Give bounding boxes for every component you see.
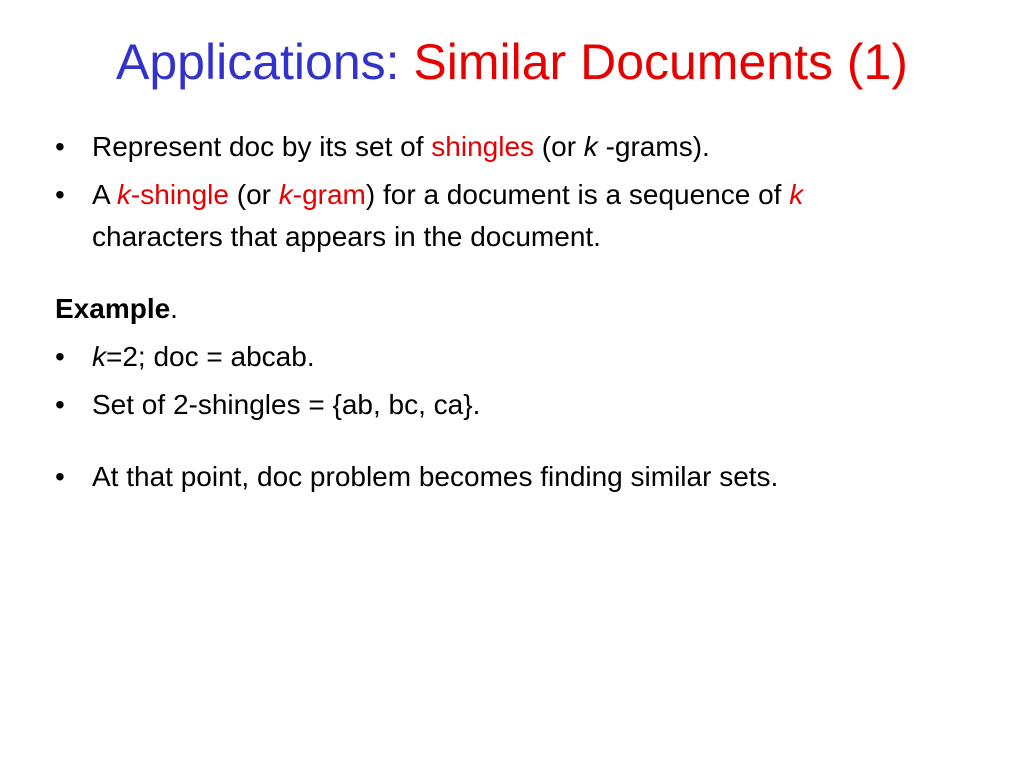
title-prefix: Applications:: [116, 34, 414, 90]
slide-title: [0, 32, 1024, 92]
bullet-text: (or: [534, 131, 584, 162]
term-gram: -gram: [292, 179, 366, 210]
bullet-dot: •: [55, 179, 65, 210]
bullet-shingles-definition: [55, 126, 985, 168]
bullet-text: ) for a document is a sequence of: [365, 179, 790, 210]
slide-body: [55, 126, 985, 498]
bullet-dot: •: [55, 461, 65, 492]
term-shingles: shingles: [431, 131, 535, 162]
bullet-example-result: [55, 384, 985, 426]
var-k: k: [278, 179, 293, 210]
bullet-text: Set of 2-shingles = {ab, bc, ca}.: [92, 389, 481, 420]
bullet-example-input: [55, 336, 985, 378]
var-k: k: [92, 341, 106, 372]
bullet-text: A: [92, 179, 117, 210]
bullet-conclusion: [55, 456, 985, 498]
bullet-k-shingle-definition: [55, 174, 985, 258]
example-label: Example: [55, 293, 171, 324]
bullet-text: =2; doc = abcab.: [106, 341, 315, 372]
bullet-text: -grams).: [597, 131, 710, 162]
var-k: k: [583, 131, 598, 162]
var-k: k: [116, 179, 131, 210]
bullet-dot: •: [55, 131, 65, 162]
bullet-dot: •: [55, 389, 65, 420]
title-highlight: Similar Documents (1): [413, 34, 908, 90]
bullet-text: Represent doc by its set of: [92, 131, 432, 162]
example-heading: [55, 288, 985, 330]
bullet-dot: •: [55, 341, 65, 372]
term-shingle: -shingle: [130, 179, 229, 210]
bullet-text: At that point, doc problem becomes finding similar sets.: [92, 461, 779, 492]
bullet-text: (or: [228, 179, 279, 210]
var-k: k: [789, 179, 804, 210]
example-period: .: [170, 293, 178, 324]
bullet-text: characters that appears in the document.: [92, 221, 601, 252]
